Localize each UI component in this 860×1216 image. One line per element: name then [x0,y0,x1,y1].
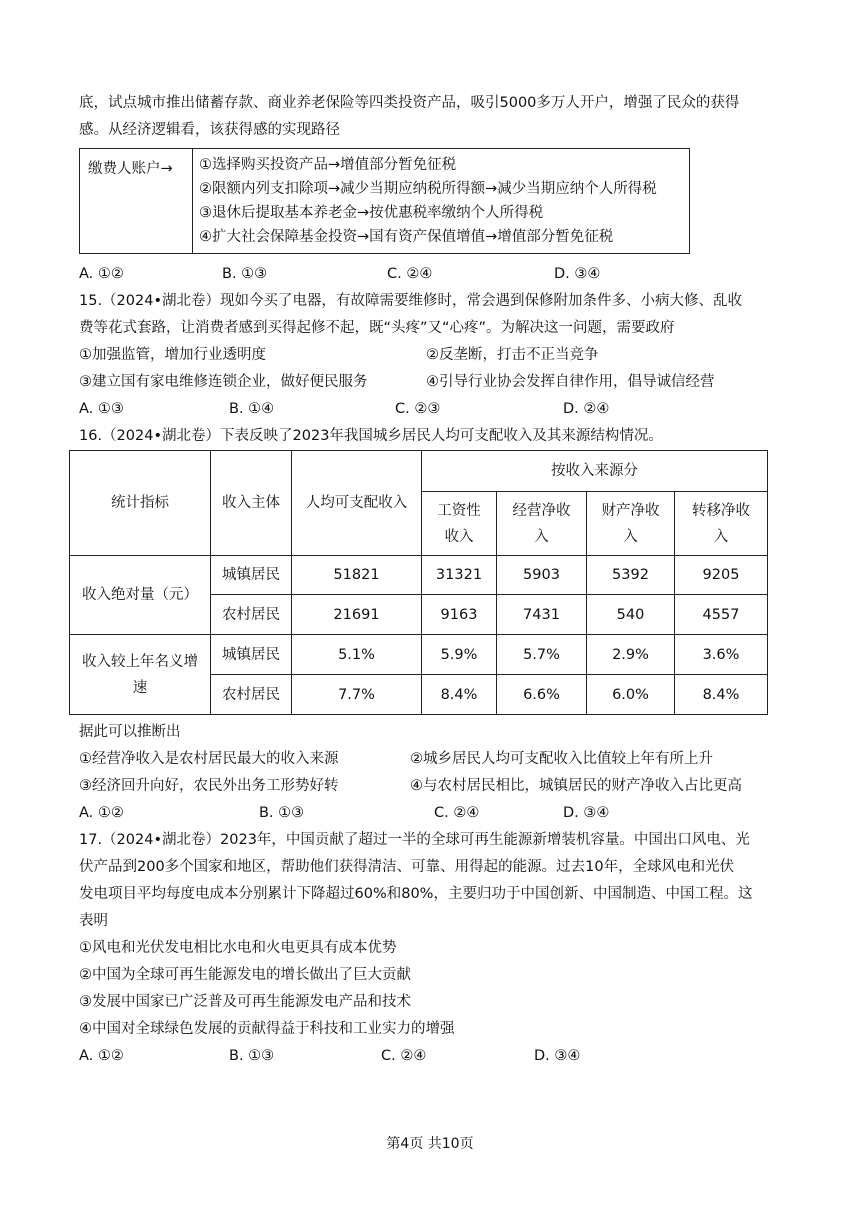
group-absolute: 收入绝对量（元） [70,556,211,635]
option-c: C. ②④ [381,1048,427,1064]
statement-3: ③建立国有家电维修连锁企业，做好便民服务 [79,374,368,390]
option-c: C. ②④ [434,805,480,821]
option-a: A. ①② [79,805,124,821]
q17-stem-4: 表明 [79,913,108,929]
option-d: D. ③④ [534,1048,581,1064]
header-business: 经营净收 入 [497,492,587,556]
option-d: D. ③④ [554,266,601,282]
statement-3: ③经济回升向好，农民外出务工形势好转 [79,778,339,794]
statement-4: ④与农村居民相比，城镇居民的财产净收入占比更高 [410,778,742,794]
statement-3: ③发展中国家已广泛普及可再生能源发电产品和技术 [79,994,411,1010]
header-subject: 收入主体 [211,451,292,556]
q17-stem-1: 17.（2024•湖北卷）2023年，中国贡献了超过一半的全球可再生能源新增装机容量。中国出口风电、光 [79,832,750,848]
statement-4: ④引导行业协会发挥自律作用，倡导诚信经营 [426,374,715,390]
statement-2: ②城乡居民人均可支配收入比值较上年有所上升 [410,751,713,767]
header-property: 财产净收 入 [587,492,675,556]
statement-1: ①经营净收入是农村居民最大的收入来源 [79,751,339,767]
option-a: A. ①② [79,1048,124,1064]
q15-stem-2: 费等花式套路，让消费者感到买得起修不起，既“头疼”又“心疼”。为解决这一问题，需要政府 [79,320,675,336]
header-disposable: 人均可支配收入 [292,451,422,556]
flow-item: ③退休后提取基本养老金→按优惠税率缴纳个人所得税 [199,205,544,221]
option-d: D. ③④ [563,805,610,821]
option-a: A. ①② [79,266,124,282]
option-c: C. ②④ [387,266,433,282]
table-row: 农村居民 21691 9163 7431 540 4557 [70,595,768,635]
intro-line-1: 底，试点城市推出储蓄存款、商业养老保险等四类投资产品，吸引5000多万人开户，增强了民众的获得 [79,95,740,111]
option-b: B. ①③ [222,266,268,282]
flow-item: ①选择购买投资产品→增值部分暂免征税 [199,157,457,173]
header-indicator: 统计指标 [70,451,211,556]
page-footer: 第4页 共10页 [386,1136,474,1152]
header-wage: 工资性 收入 [422,492,497,556]
header-transfer: 转移净收 入 [675,492,768,556]
statement-1: ①风电和光伏发电相比水电和火电更具有成本优势 [79,940,397,956]
option-b: B. ①④ [229,401,275,417]
flow-item: ②限额内列支扣除项→减少当期应纳税所得额→减少当期应纳个人所得税 [199,181,657,197]
header-source: 按收入来源分 [422,451,768,492]
statement-2: ②中国为全球可再生能源发电的增长做出了巨大贡献 [79,967,411,983]
statement-4: ④中国对全球绿色发展的贡献得益于科技和工业实力的增强 [79,1021,455,1037]
flow-item: ④扩大社会保障基金投资→国有资产保值增值→增值部分暂免征税 [199,229,614,245]
flow-items [193,149,690,254]
table-row: 收入绝对量（元） 城镇居民 51821 31321 5903 5392 9205 [70,556,768,595]
table-row: 收入较上年名义增 速 城镇居民 5.1% 5.9% 5.7% 2.9% 3.6% [70,635,768,675]
q16-stem: 16.（2024•湖北卷）下表反映了2023年我国城乡居民人均可支配收入及其来源结构情况。 [79,428,663,444]
tax-flow-table [79,148,690,254]
option-d: D. ②④ [563,401,610,417]
option-a: A. ①③ [79,401,124,417]
income-table [69,450,768,715]
statement-2: ②反垄断，打击不正当竞争 [426,347,599,363]
option-b: B. ①③ [229,1048,275,1064]
flow-label: 缴费人账户→ [80,149,193,254]
q17-stem-2: 伏产品到200多个国家和地区，帮助他们获得清洁、可靠、用得起的能源。过去10年，全球风电和光伏 [79,859,735,875]
table-row: 农村居民 7.7% 8.4% 6.6% 6.0% 8.4% [70,675,768,715]
option-b: B. ①③ [259,805,305,821]
intro-line-2: 感。从经济逻辑看，该获得感的实现路径 [79,122,340,138]
q17-stem-3: 发电项目平均每度电成本分别累计下降超过60%和80%，主要归功于中国创新、中国制造、中国工程。这 [79,886,753,902]
q15-stem-1: 15.（2024•湖北卷）现如今买了电器，有故障需要维修时，常会遇到保修附加条件多、小病大修、乱收 [79,293,743,309]
option-c: C. ②③ [395,401,441,417]
group-growth: 收入较上年名义增 速 [70,635,211,715]
q16-infer: 据此可以推断出 [79,724,181,740]
statement-1: ①加强监管，增加行业透明度 [79,347,266,363]
